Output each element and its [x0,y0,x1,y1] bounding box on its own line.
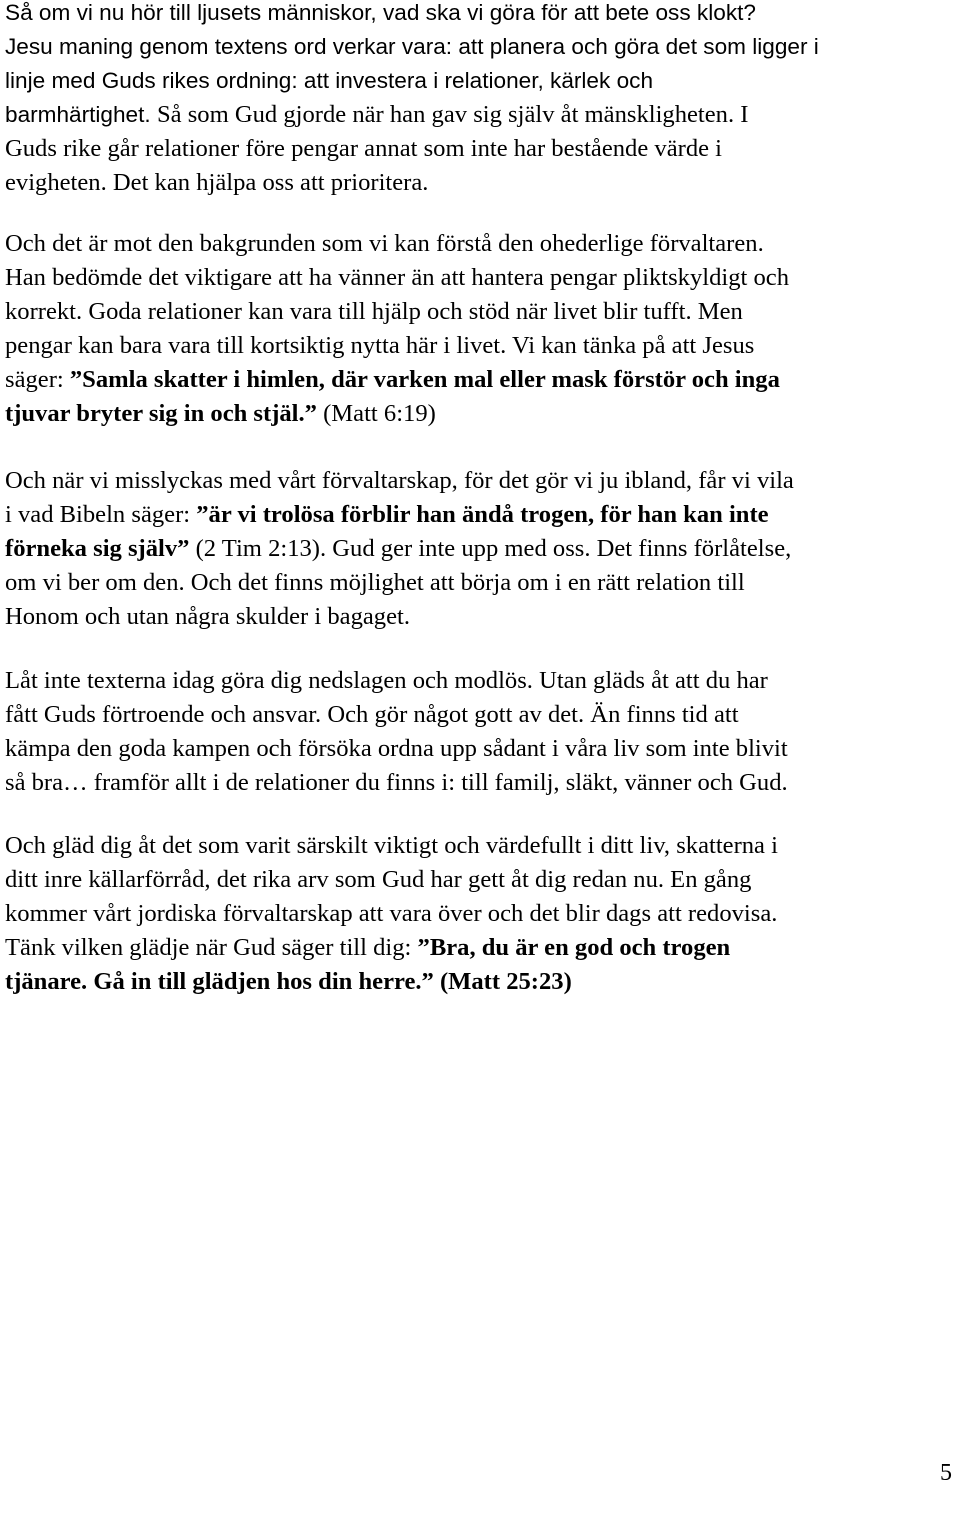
text-line [5,98,957,132]
text-segment: Jesu maning genom textens ord verkar vara: att planera och göra det som ligger i [5,34,819,59]
bible-quote: ”Samla skatter i himlen, där varken mal eller mask förstör och inga [69,366,780,393]
text-segment: Och när vi misslyckas med vårt förvaltarskap, för det gör vi ju ibland, får vi vila [5,467,794,494]
text-line [5,64,957,98]
text-line [5,766,957,800]
bible-quote: ”Bra, du är en god och trogen [417,934,731,961]
paragraph-3 [5,464,957,634]
text-segment: fått Guds förtroende och ansvar. Och gör något gott av det. Än finns tid att [5,701,739,728]
text-line [5,0,957,30]
text-segment: så bra… framför allt i de relationer du finns i: till familj, släkt, vänner och Gud. [5,769,788,796]
text-segment: Så om vi nu hör till ljusets människor, vad ska vi göra för att bete oss klokt? [5,0,756,25]
text-segment: (2 Tim 2:13). Gud ger inte upp med oss. Det finns förlåtelse, [195,535,792,562]
text-segment: Och gläd dig åt det som varit särskilt viktigt och värdefullt i ditt liv, skatterna i [5,832,778,859]
text-segment: Och det är mot den bakgrunden som vi kan förstå den ohederlige förvaltaren. [5,230,764,257]
text-segment: barmhärtighet. [5,102,157,127]
text-line [5,166,957,200]
text-line [5,329,957,363]
text-line [5,498,957,532]
text-line [5,664,957,698]
text-segment: (Matt 6:19) [323,400,436,427]
text-line [5,829,957,863]
text-segment: Tänk vilken glädje när Gud säger till dig: [5,934,418,961]
text-line [5,600,957,634]
text-line [5,363,957,397]
page-number: 5 [940,1460,952,1486]
text-line [5,464,957,498]
text-line [5,897,957,931]
text-line [5,566,957,600]
text-segment: korrekt. Goda relationer kan vara till hjälp och stöd när livet blir tufft. Men [5,298,743,325]
paragraph-2 [5,227,957,431]
text-line [5,863,957,897]
bible-quote: tjänare. Gå in till glädjen hos din herre.” (Matt 25:23) [5,968,572,995]
text-line [5,261,957,295]
paragraph-1 [5,0,957,200]
text-line [5,732,957,766]
text-segment: Honom och utan några skulder i bagaget. [5,603,410,630]
bible-quote: ”är vi trolösa förblir han ändå trogen, för han kan inte [196,501,769,528]
text-segment: pengar kan bara vara till kortsiktig nytta här i livet. Vi kan tänka på att Jesus [5,332,755,359]
text-line [5,532,957,566]
text-segment: ditt inre källarförråd, det rika arv som Gud har gett åt dig redan nu. En gång [5,866,752,893]
text-line [5,132,957,166]
text-line [5,227,957,261]
paragraph-5 [5,829,957,999]
text-line [5,295,957,329]
text-segment: kämpa den goda kampen och försöka ordna upp sådant i våra liv som inte blivit [5,735,788,762]
text-segment: kommer vårt jordiska förvaltarskap att vara över och det blir dags att redovisa. [5,900,778,927]
text-line [5,965,957,999]
text-segment: Låt inte texterna idag göra dig nedslagen och modlös. Utan gläds åt att du har [5,667,768,694]
text-line [5,30,957,64]
text-segment: om vi ber om den. Och det finns möjlighet att börja om i en rätt relation till [5,569,745,596]
text-segment: i vad Bibeln säger: [5,501,197,528]
text-line [5,698,957,732]
text-segment: linje med Guds rikes ordning: att investera i relationer, kärlek och [5,68,654,93]
text-segment: evigheten. Det kan hjälpa oss att prioritera. [5,169,429,196]
bible-quote: förneka sig själv” [5,535,196,562]
bible-quote: tjuvar bryter sig in och stjäl.” [5,400,324,427]
text-segment: säger: [5,366,70,393]
text-segment: Han bedömde det viktigare att ha vänner än att hantera pengar pliktskyldigt och [5,264,789,291]
text-line [5,397,957,431]
text-line [5,931,957,965]
text-segment: Guds rike går relationer före pengar annat som inte har bestående värde i [5,135,723,162]
text-segment: Så som Gud gjorde när han gav sig själv åt mänskligheten. I [156,101,749,128]
paragraph-4 [5,664,957,800]
